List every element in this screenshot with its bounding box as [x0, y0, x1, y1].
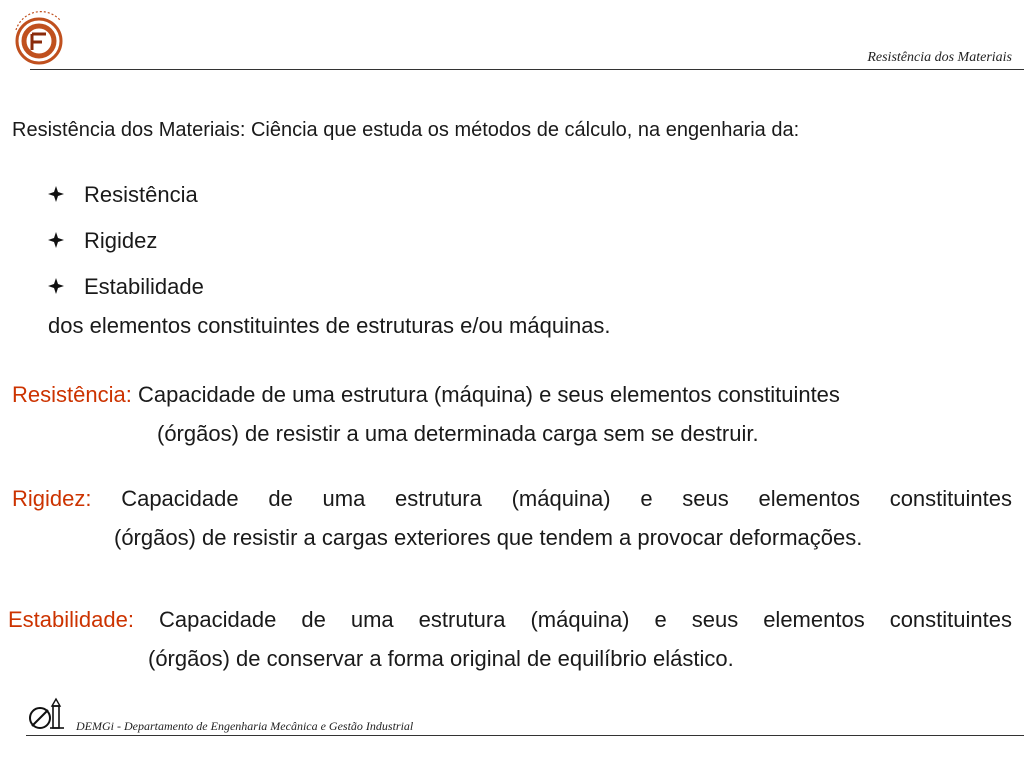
definition-term: Resistência:	[12, 382, 132, 407]
definition-term: Estabilidade:	[8, 607, 134, 632]
list-item-label: Rigidez	[84, 228, 158, 253]
header-divider	[30, 69, 1024, 70]
definition-term: Rigidez:	[12, 486, 92, 511]
definition-line: (órgãos) de conservar a forma original de equilíbrio elástico.	[148, 646, 734, 671]
closing-text: dos elementos constituintes de estruturas e/ou máquinas.	[48, 313, 611, 338]
list-item	[48, 218, 204, 264]
definition-line: (órgãos) de resistir a cargas exteriores que tendem a provocar deformações.	[114, 525, 863, 550]
diamond-bullet-icon	[48, 274, 68, 300]
property-list	[48, 172, 204, 310]
footer-text: DEMGi - Departamento de Engenharia Mecânica e Gestão Industrial	[76, 719, 414, 733]
institution-logo-icon	[10, 10, 68, 68]
definition-line: Capacidade de uma estrutura (máquina) e seus elementos constituintes	[137, 382, 840, 407]
definition-line: (órgãos) de resistir a uma determinada carga sem se destruir.	[157, 421, 759, 446]
list-item-label: Resistência	[84, 182, 198, 207]
department-logo-icon	[26, 696, 66, 732]
header-title: Resistência dos Materiais	[867, 50, 1012, 65]
definition-resistencia	[12, 375, 992, 453]
diamond-bullet-icon	[48, 228, 68, 254]
list-item	[48, 264, 204, 310]
footer-divider	[26, 735, 1024, 736]
definition-line: Capacidade de uma estrutura (máquina) e seus elementos constituintes	[158, 607, 1012, 632]
list-item	[48, 172, 204, 218]
diamond-bullet-icon	[48, 182, 68, 208]
definition-rigidez	[12, 479, 1012, 557]
intro-text: Resistência dos Materiais: Ciência que estuda os métodos de cálculo, na engenharia da:	[12, 119, 800, 141]
list-item-label: Estabilidade	[84, 274, 204, 299]
definition-line: Capacidade de uma estrutura (máquina) e seus elementos constituintes	[121, 486, 1012, 511]
definition-estabilidade	[8, 600, 1012, 678]
